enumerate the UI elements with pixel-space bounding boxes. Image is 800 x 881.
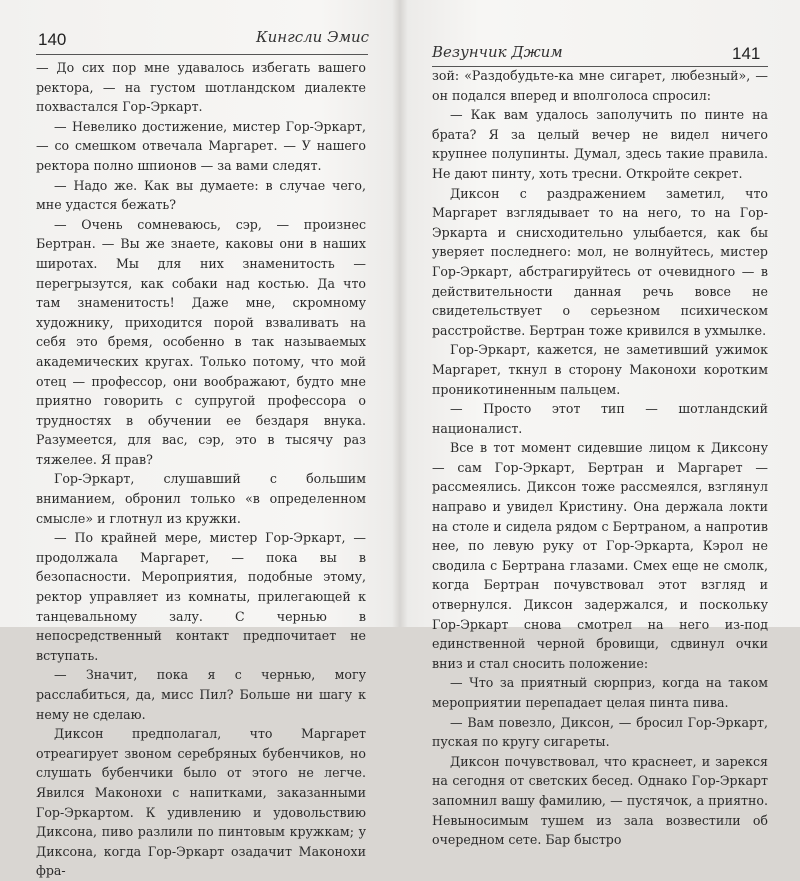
paragraph: — Надо же. Как вы думаете: в случае чего, мне удастся бежать?	[36, 177, 366, 213]
right-page-number: 141	[732, 44, 761, 63]
paragraph: — По крайней мере, мистер Гор-Эркарт, — продолжала Маргарет, — пока вы в безопасности. Мероприятия, подобные этому, ректор управляет из комнаты, прилегающей к танцевальному залу. С чернью в непосредственный контакт предпочитает не вступать.	[36, 530, 366, 663]
paragraph: Гор-Эркарт, слушавший с большим вниманием, обронил только «в определенном смысле» и глотнул из кружки.	[36, 471, 366, 526]
paragraph: — Значит, пока я с чернью, могу расслабиться, да, мисс Пил? Больше ни шагу к нему не сделаю.	[36, 667, 366, 722]
paragraph: — До сих пор мне удавалось избегать вашего ректора, — на густом шотландском диалекте похвастался Гор-Эркарт.	[36, 60, 366, 115]
paragraph: — Вам повезло, Диксон, — бросил Гор-Эркарт, пуская по кругу сигареты.	[432, 714, 768, 750]
paragraph: Диксон почувствовал, что краснеет, и зарекся на сегодня от светских бесед. Однако Гор-Эркарт запомнил вашу фамилию, — пустячок, а приятно. Невыносимым тушем из зала возвестили об очередном сете. Бар быстро	[432, 753, 768, 848]
right-page	[402, 0, 800, 848]
left-page	[0, 0, 398, 879]
paragraph: — Что за приятный сюрприз, когда на таком мероприятии перепадает целая пинта пива.	[432, 675, 768, 710]
paragraph: Диксон предполагал, что Маргарет отреагирует звоном серебряных бубенчиков, но слушать бубенчики было от этого не легче. Явился Маконохи с напитками, заказанными Гор-Эркартом. К удивлению и удовольствию Диксона, пиво разлили по пинтовым кружкам; у Диксона, когда Гор-Эркарт озадачит Маконохи фра-	[36, 726, 366, 879]
left-body-text	[36, 58, 366, 879]
paragraph: — Очень сомневаюсь, сэр, — произнес Бертран. — Вы же знаете, каковы они в наших широтах. Мы для них знаменитость — перегрызутся, как собаки над костью. Да что там знаменитость! Даже мне, скромному художнику, приходится порой взваливать на себя это бремя, особенно в так называемых академических кругах. Только потому, что мой отец — профессор, они воображают, будто мне приятно говорить с супругой профессора о трудностях в обучении ее бездаря внука. Разумеется, для вас, сэр, это в тысячу раз тяжелее. Я прав?	[36, 216, 366, 467]
paragraph: — Просто этот тип — шотландский националист.	[432, 401, 768, 436]
paragraph: Диксон с раздражением заметил, что Маргарет взглядывает то на него, то на Гор-Эркарта и снисходительно улыбается, как бы уверяет последнего: мол, не волнуйтесь, мистер Гор-Эркарт, абстрагируйтесь от очевидного — в действительности данная речь вовсе не свидетельствует о серьезном психическом расстройстве. Бертран тоже кривился в ухмылке.	[432, 185, 768, 338]
paragraph: Гор-Эркарт, кажется, не заметивший ужимок Маргарет, ткнул в сторону Маконохи коротким проникотиненным пальцем.	[432, 342, 768, 397]
right-body-text	[432, 66, 768, 848]
left-header-rule	[36, 54, 368, 55]
right-running-head: Везунчик Джим	[432, 43, 563, 61]
paragraph: — Как вам удалось заполучить по пинте на брата? Я за целый вечер не видел ничего крупнее полупинты. Думал, здесь такие правила. Не дают пинту, хоть тресни. Откройте секрет.	[432, 107, 768, 181]
paragraph: Все в тот момент сидевшие лицом к Диксону — сам Гор-Эркарт, Бертран и Маргарет — рассмеялись. Диксон тоже рассмеялся, взглянул направо и увидел Кристину. Она держала локти на столе и сидела рядом с Бертраном, а напротив нее, по левую руку от Гор-Эркарта, Кэрол не сводила с Бертрана глазами. Смех еще не смолк, когда Бертран почувствовал этот взгляд и отвернулся. Диксон задержался, и поскольку Гор-Эркарт снова смотрел на него из-под единственной черной бровищи, сдвинул очки вниз и стал сносить положение:	[432, 440, 768, 671]
left-page-number: 140	[38, 30, 67, 49]
left-running-head: Кингсли Эмис	[256, 28, 370, 46]
paragraph: — Невелико достижение, мистер Гор-Эркарт, — со смешком отвечала Маргарет. — У нашего ректора полно шпионов — за вами следят.	[36, 118, 366, 173]
paragraph: зой: «Раздобудьте-ка мне сигарет, любезный», — он подался вперед и вполголоса спросил:	[432, 68, 768, 103]
